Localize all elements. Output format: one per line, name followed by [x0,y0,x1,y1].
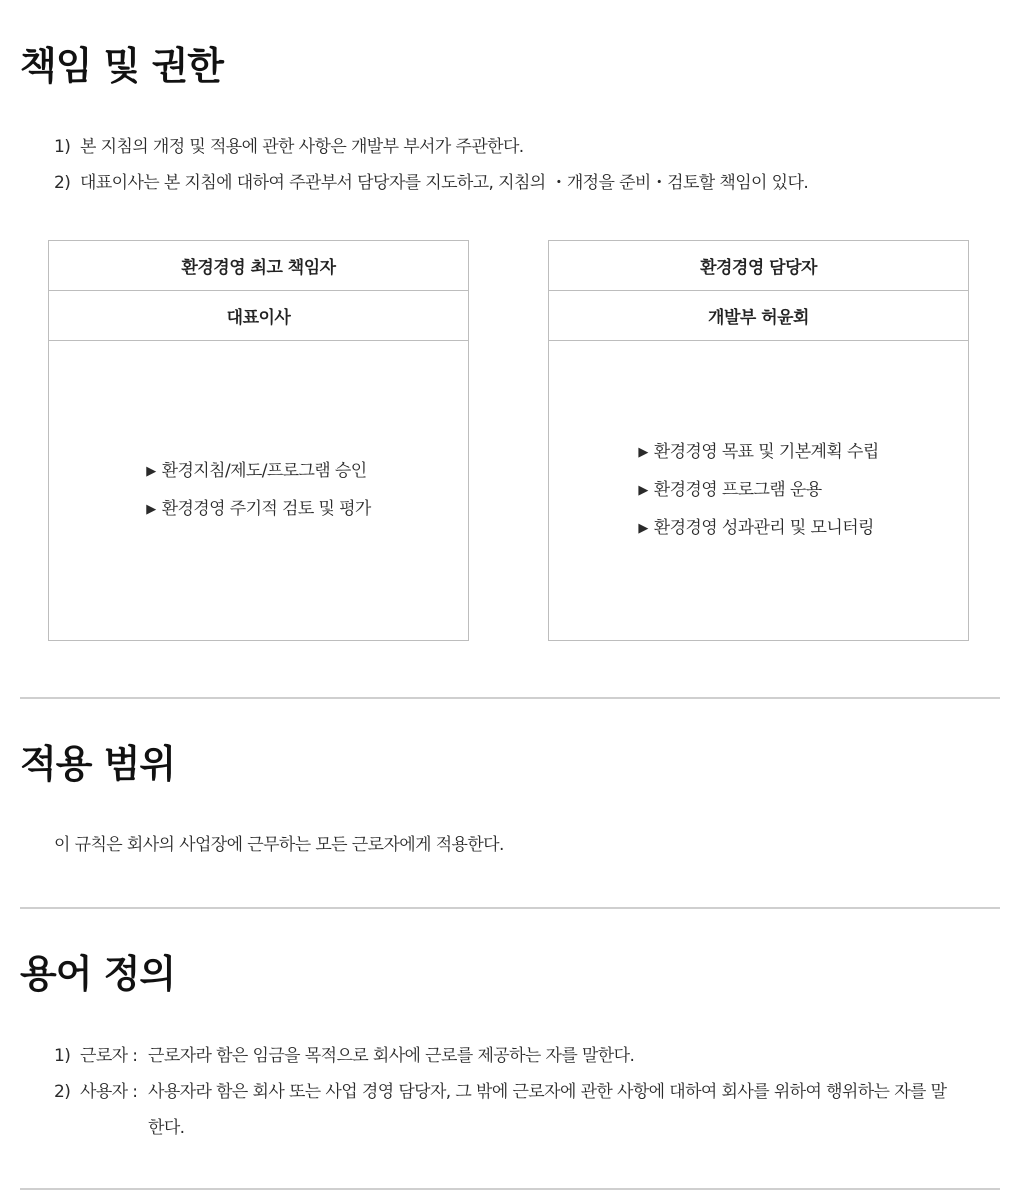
definition-text: 사용자라 함은 회사 또는 사업 경영 담당자, 그 밖에 근로자에 관한 사항에 대하여 회사를 위하여 행위하는 자를 말한다. [148,1082,947,1138]
item-number: 2) [54,173,71,193]
triangle-right-icon: ▶ [638,482,648,498]
item-text: 대표이사는 본 지침에 대하여 주관부서 담당자를 지도하고, 지침의 ・개정을 준비・검토할 책임이 있다. [80,173,809,193]
triangle-right-icon: ▶ [638,444,648,460]
section-divider [20,1188,1000,1190]
role-person: 개발부 허윤회 [549,291,968,341]
role-duties [549,341,968,640]
role-box-chief [48,240,469,641]
duty-item: ▶ 환경경영 주기적 검토 및 평가 [146,498,371,519]
section-divider [20,697,1000,699]
section-title-responsibility: 책임 및 권한 [20,44,223,88]
role-duties [49,341,468,640]
duty-item: ▶ 환경지침/제도/프로그램 승인 [146,460,367,481]
scope-text: 이 규칙은 회사의 사업장에 근무하는 모든 근로자에게 적용한다. [54,835,504,855]
role-box-manager [548,240,969,641]
section-title-scope: 적용 범위 [20,742,176,786]
responsibility-item-1 [54,129,524,165]
triangle-right-icon: ▶ [638,520,648,536]
item-text: 본 지침의 개정 및 적용에 관한 사항은 개발부 부서가 주관한다. [80,137,524,157]
section-title-definitions: 용어 정의 [20,952,176,996]
item-number: 1) [54,1046,71,1066]
section-divider [20,907,1000,909]
triangle-right-icon: ▶ [146,501,156,517]
definition-term: 사용자 : [80,1082,138,1102]
responsibility-item-2 [54,165,808,201]
duty-item: ▶ 환경경영 성과관리 및 모니터링 [638,517,874,538]
item-number: 2) [54,1082,71,1102]
duty-item: ▶ 환경경영 프로그램 운용 [638,479,822,500]
definition-term: 근로자 : [80,1046,138,1066]
triangle-right-icon: ▶ [146,463,156,479]
item-number: 1) [54,137,71,157]
role-title: 환경경영 최고 책임자 [49,241,468,291]
role-title: 환경경영 담당자 [549,241,968,291]
definition-text: 근로자라 함은 임금을 목적으로 회사에 근로를 제공하는 자를 말한다. [148,1046,635,1066]
role-person: 대표이사 [49,291,468,341]
duty-item: ▶ 환경경영 목표 및 기본계획 수립 [638,441,879,462]
